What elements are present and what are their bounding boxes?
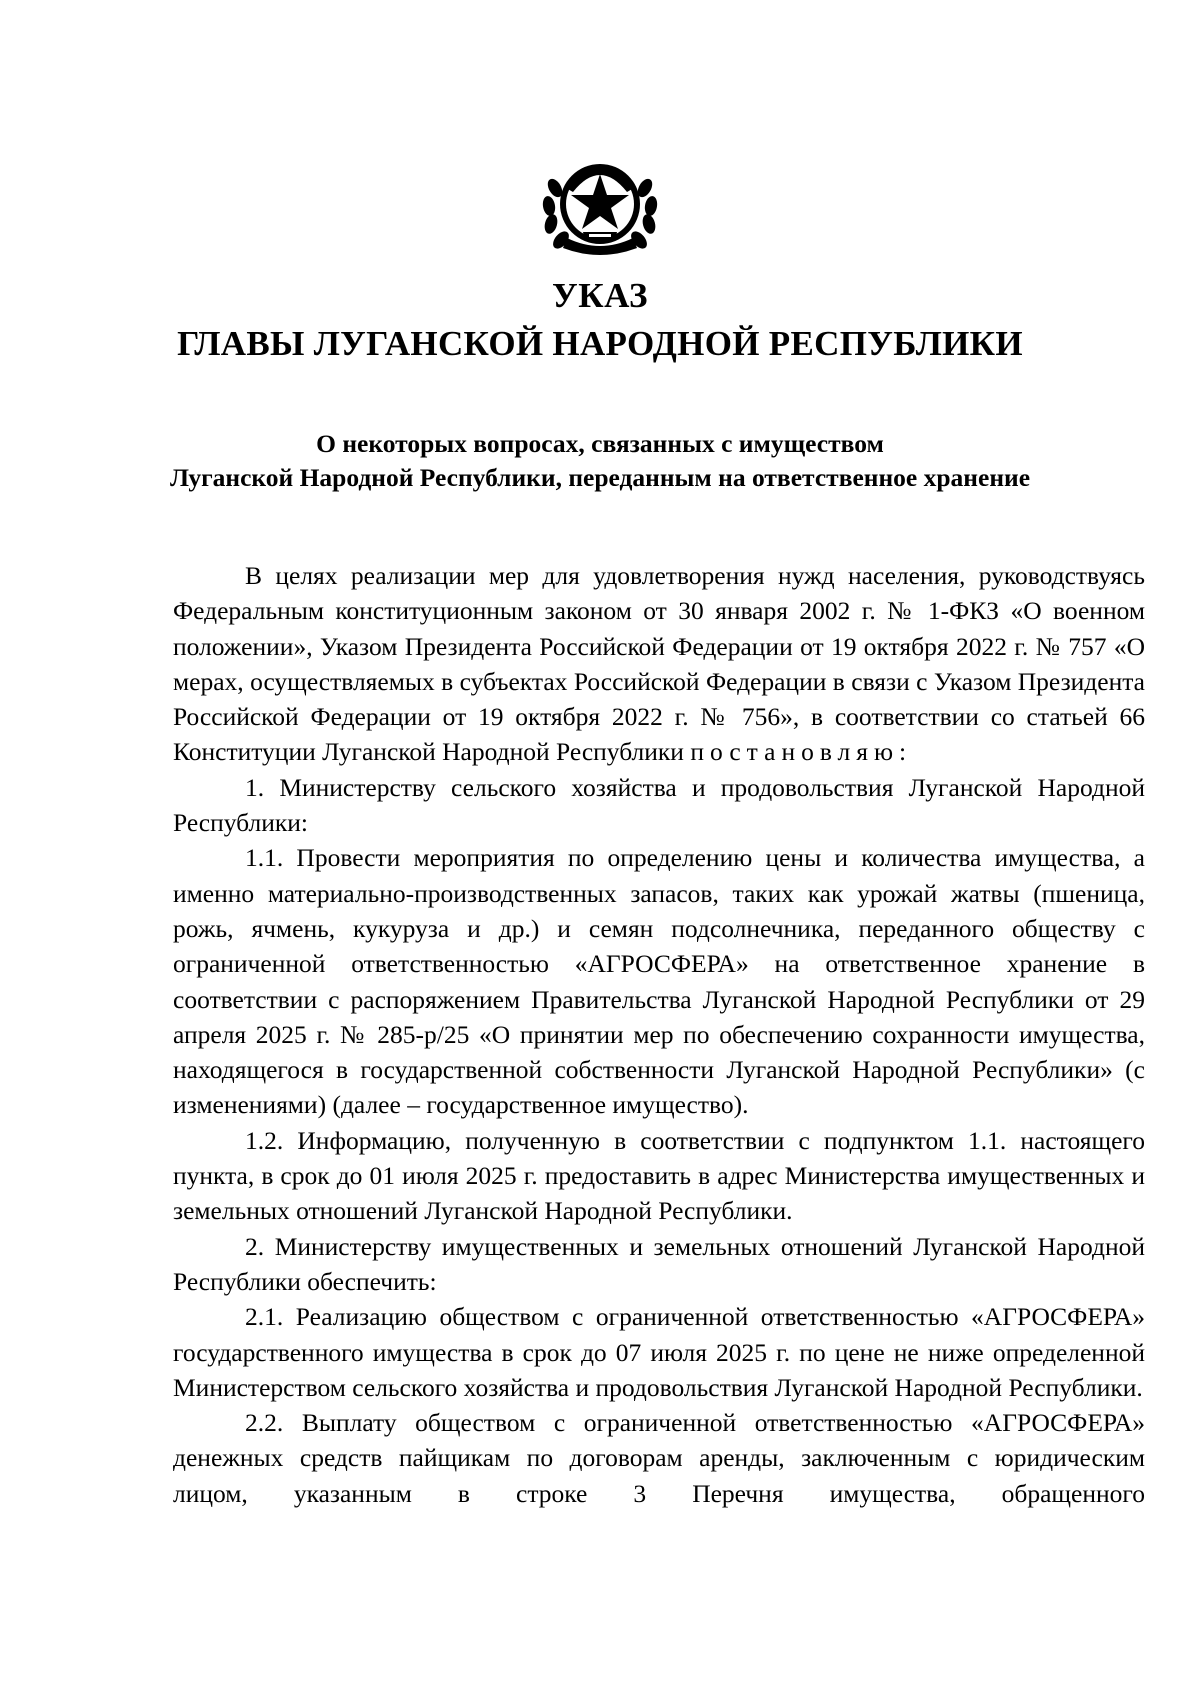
decree-title-block	[0, 272, 1200, 368]
decree-title: УКАЗ	[552, 276, 648, 315]
paragraph-1-1: 1.1. Провести мероприятия по определению цены и количества имущества, а именно материально-производственных запасов, таких как урожай жатвы (пшеница, рожь, ячмень, кукуруза и др.) и семян подсолнечника, переданного обществу с ограниченной ответственностью «АГРОСФЕРА» на ответственное хранение в соответствии с распоряжением Правительства Луганской Народной Республики от 29 апреля 2025 г. № 285-р/25 «О принятии мер по обеспечению сохранности имущества, находящегося в государственной собственности Луганской Народной Республики» (с изменениями) (далее – государственное имущество).	[173, 843, 1145, 1120]
paragraph-1: 1. Министерству сельского хозяйства и продовольствия Луганской Народной Республики:	[173, 772, 1145, 838]
decree-heading-line1: О некоторых вопросах, связанных с имуществом	[316, 429, 884, 458]
decree-issuer: ГЛАВЫ ЛУГАНСКОЙ НАРОДНОЙ РЕСПУБЛИКИ	[177, 324, 1023, 363]
decree-word: постановляю:	[690, 737, 913, 767]
paragraph-2-1: 2.1. Реализацию обществом с ограниченной ответственностью «АГРОСФЕРА» государственного имущества в срок до 07 июля 2025 г. по цене не ниже определенной Министерством сельского хозяйства и продовольствия Луганской Народной Республики.	[173, 1302, 1145, 1402]
paragraph-1-2: 1.2. Информацию, полученную в соответствии с подпунктом 1.1. настоящего пункта, в срок до 01 июля 2025 г. предоставить в адрес Министерства имущественных и земельных отношений Луганской Народной Республики.	[173, 1125, 1145, 1226]
paragraph-2: 2. Министерству имущественных и земельных отношений Луганской Народной Республики обеспечить:	[173, 1231, 1145, 1296]
preamble-text: В целях реализации мер для удовлетворения нужд населения, руководствуясь Федеральным конституционным законом от 30 января 2002 г. № 1-ФКЗ «О военном положении», Указом Президента Российской Федерации от 19 октября 2022 г. № 757 «О мерах, осуществляемых в субъектах Российской Федерации в связи с Указом Президента Российской Федерации от 19 октября 2022 г. № 756», в соответствии со статьей 66 Конституции Луганской Народной Республики	[173, 561, 1145, 767]
decree-heading-line2: Луганской Народной Республики, переданным на ответственное хранение	[169, 463, 1031, 492]
state-emblem-icon	[537, 148, 663, 260]
preamble-paragraph	[173, 558, 1145, 770]
decree-heading	[0, 427, 1200, 495]
paragraph-2-2: 2.2. Выплату обществом с ограниченной ответственностью «АГРОСФЕРА» денежных средств пайщикам по договорам аренды, заключенным с юридическим лицом, указанным в строке 3 Перечня имущества, обращенного	[173, 1408, 1145, 1508]
decree-body	[173, 558, 1145, 1511]
